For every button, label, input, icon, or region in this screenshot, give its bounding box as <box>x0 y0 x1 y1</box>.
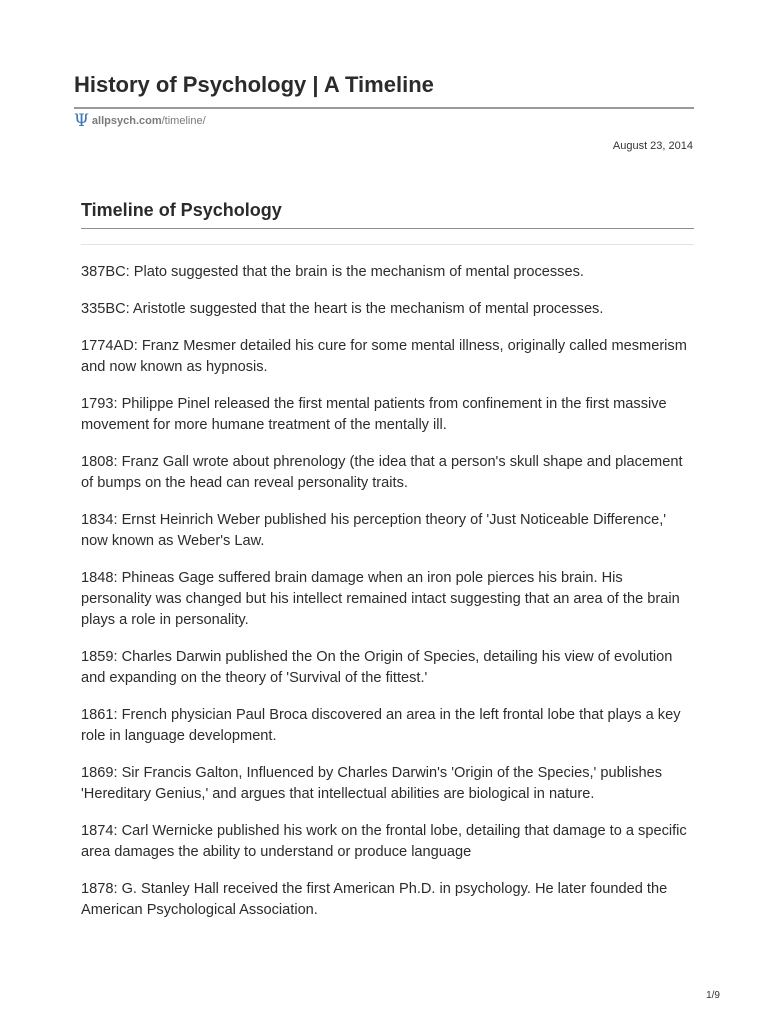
timeline-entry: 1774AD: Franz Mesmer detailed his cure for some mental illness, originally called mesmerism and now known as hypnosis. <box>81 338 687 375</box>
timeline-entry: 1874: Carl Wernicke published his work on the frontal lobe, detailing that damage to a specific area damages the ability to understand or produce language <box>81 823 687 860</box>
timeline-entry: 335BC: Aristotle suggested that the heart is the mechanism of mental processes. <box>81 301 604 317</box>
page-number: 1/9 <box>706 990 720 1001</box>
timeline-entry: 1808: Franz Gall wrote about phrenology (the idea that a person's skull shape and placement of bumps on the head can reveal personality traits. <box>81 454 683 491</box>
timeline-entry: 1834: Ernst Heinrich Weber published his perception theory of 'Just Noticeable Difference,' now known as Weber's Law. <box>81 512 667 549</box>
section-heading: Timeline of Psychology <box>81 200 282 220</box>
source-link[interactable] <box>74 112 206 130</box>
title-divider <box>74 107 694 109</box>
timeline-entry: 1869: Sir Francis Galton, Influenced by Charles Darwin's 'Origin of the Species,' publishes 'Hereditary Genius,' and argues that intellectual abilities are biological in nature. <box>81 765 663 802</box>
source-domain: allpsych.com <box>91 115 162 127</box>
timeline-entry: 1861: French physician Paul Broca discovered an area in the left frontal lobe that plays a key role in language development. <box>81 707 681 744</box>
source-path: /timeline/ <box>161 115 206 127</box>
timeline-entry: 1848: Phineas Gage suffered brain damage when an iron pole pierces his brain. His personality was changed but his intellect remained intact suggesting that an area of the brain plays a role in personality. <box>81 570 680 628</box>
timeline-list <box>81 262 696 937</box>
timeline-entry: 1859: Charles Darwin published the On the Origin of Species, detailing his view of evolution and expanding on the theory of 'Survival of the fittest.' <box>81 649 673 686</box>
publish-date: August 23, 2014 <box>612 140 693 152</box>
psi-icon: Ψ <box>74 111 89 131</box>
timeline-entry: 387BC: Plato suggested that the brain is the mechanism of mental processes. <box>81 264 584 280</box>
section-divider <box>81 228 694 229</box>
section-divider-light <box>81 244 694 245</box>
timeline-entry: 1793: Philippe Pinel released the first mental patients from confinement in the first massive movement for more humane treatment of the mentally ill. <box>81 396 667 433</box>
timeline-entry: 1878: G. Stanley Hall received the first American Ph.D. in psychology. He later founded the American Psychological Association. <box>81 881 668 918</box>
page-title: History of Psychology | A Timeline <box>74 72 434 97</box>
